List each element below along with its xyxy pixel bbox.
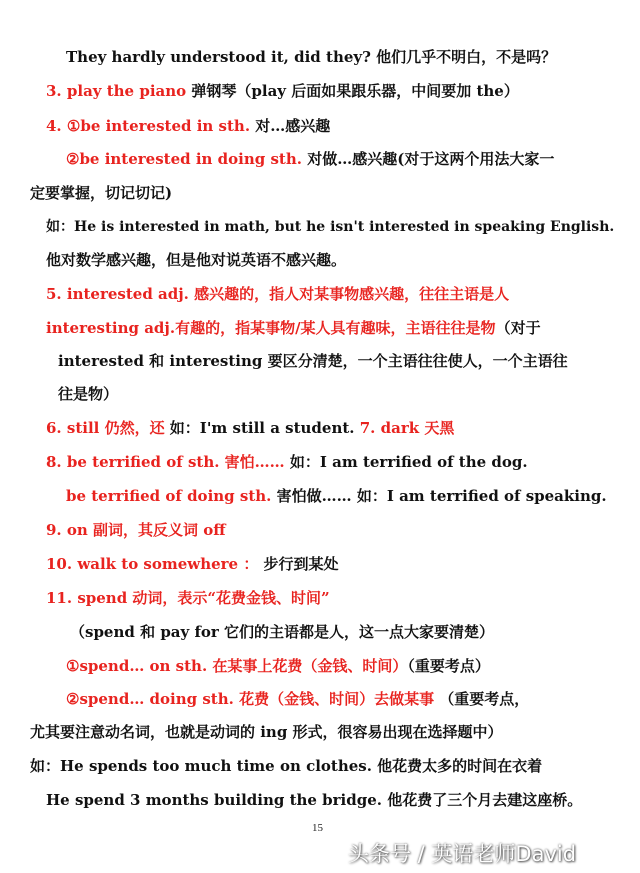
highlighted-text: 11. spend 动词，表示“花费金钱、时间”: [46, 589, 330, 607]
text-line: [46, 217, 614, 237]
text-line: [46, 418, 454, 438]
body-text: 尤其要注意动名词，也就是动词的 ing 形式，很容易出现在选择题中）: [30, 723, 503, 741]
text-line: [46, 250, 346, 270]
highlighted-text: 7. dark 天黑: [354, 419, 455, 437]
highlighted-text: 3. play the piano: [46, 82, 187, 100]
text-line: [30, 756, 542, 776]
text-line: [46, 790, 582, 810]
body-text: interested 和 interesting 要区分清楚，一个主语往往使人，一个主语往: [58, 352, 568, 370]
highlighted-text: 10. walk to somewhere ：: [46, 555, 259, 573]
text-line: [46, 452, 528, 472]
text-line: [46, 284, 509, 304]
body-text: （对于: [495, 319, 541, 337]
text-line: [46, 554, 339, 574]
body-text: They hardly understood it, did they? 他们几乎不明白，不是吗？: [66, 48, 557, 66]
body-text: 如：I am terrified of the dog.: [284, 453, 528, 471]
body-text: 对做…感兴趣(对于这两个用法大家一: [302, 150, 555, 168]
highlighted-text: 5. interested adj. 感兴趣的，指人对某事物感兴趣，往往主语是人: [46, 285, 510, 303]
body-text: He spend 3 months building the bridge. 他花费了三个月去建这座桥。: [46, 791, 583, 809]
body-text: （重要考点，: [434, 690, 530, 708]
highlighted-text: ②spend… doing sth. 花费（金钱、时间）去做某事: [66, 690, 435, 708]
text-line: [30, 183, 172, 203]
watermark: 头条号 / 英语老师David: [348, 842, 577, 866]
highlighted-text: 9. on 副词，其反义词 off: [46, 521, 226, 539]
highlighted-text: ②be interested in doing sth.: [66, 150, 302, 168]
highlighted-text: 8. be terrified of sth. 害怕……: [46, 453, 285, 471]
text-line: [46, 588, 330, 608]
body-text: 对…感兴趣: [250, 117, 331, 135]
highlighted-text: ①spend… on sth. 在某事上花费（金钱、时间）: [66, 657, 408, 675]
text-line: [66, 486, 607, 506]
body-text: 步行到某处: [258, 555, 339, 573]
body-text: 他对数学感兴趣，但是他对说英语不感兴趣。: [46, 251, 347, 269]
text-line: [66, 149, 554, 169]
body-text: 往是物）: [58, 385, 119, 403]
text-line: [66, 656, 490, 676]
text-line: [30, 722, 503, 742]
page-number: 15: [312, 822, 323, 834]
body-text: 如：I'm still a student.: [164, 419, 355, 437]
text-line: [46, 520, 226, 540]
text-line: [46, 318, 541, 338]
text-line: [58, 384, 118, 404]
body-text: （重要考点）: [407, 657, 490, 675]
body-text: 弹钢琴（play 后面如果跟乐器，中间要加 the）: [186, 82, 519, 100]
text-line: [66, 47, 556, 67]
body-text: 如：He is interested in math, but he isn't interested in speaking English.: [46, 219, 615, 235]
body-text: 如：He spends too much time on clothes. 他花费太多的时间在衣着: [30, 757, 543, 775]
text-line: [46, 116, 330, 136]
text-line: [46, 81, 519, 101]
highlighted-text: interesting adj.有趣的，指某事物/某人具有趣味，主语往往是物: [46, 319, 496, 337]
body-text: 害怕做…… 如：I am terrified of speaking.: [271, 487, 607, 505]
text-line: [66, 689, 529, 709]
highlighted-text: be terrified of doing sth.: [66, 487, 272, 505]
highlighted-text: 6. still 仍然，还: [46, 419, 165, 437]
text-line: [70, 622, 494, 642]
highlighted-text: 4. ①be interested in sth.: [46, 117, 251, 135]
body-text: 定要掌握，切记切记): [30, 184, 173, 202]
body-text: （spend 和 pay for 它们的主语都是人，这一点大家要清楚）: [70, 623, 495, 641]
text-line: [58, 351, 568, 371]
